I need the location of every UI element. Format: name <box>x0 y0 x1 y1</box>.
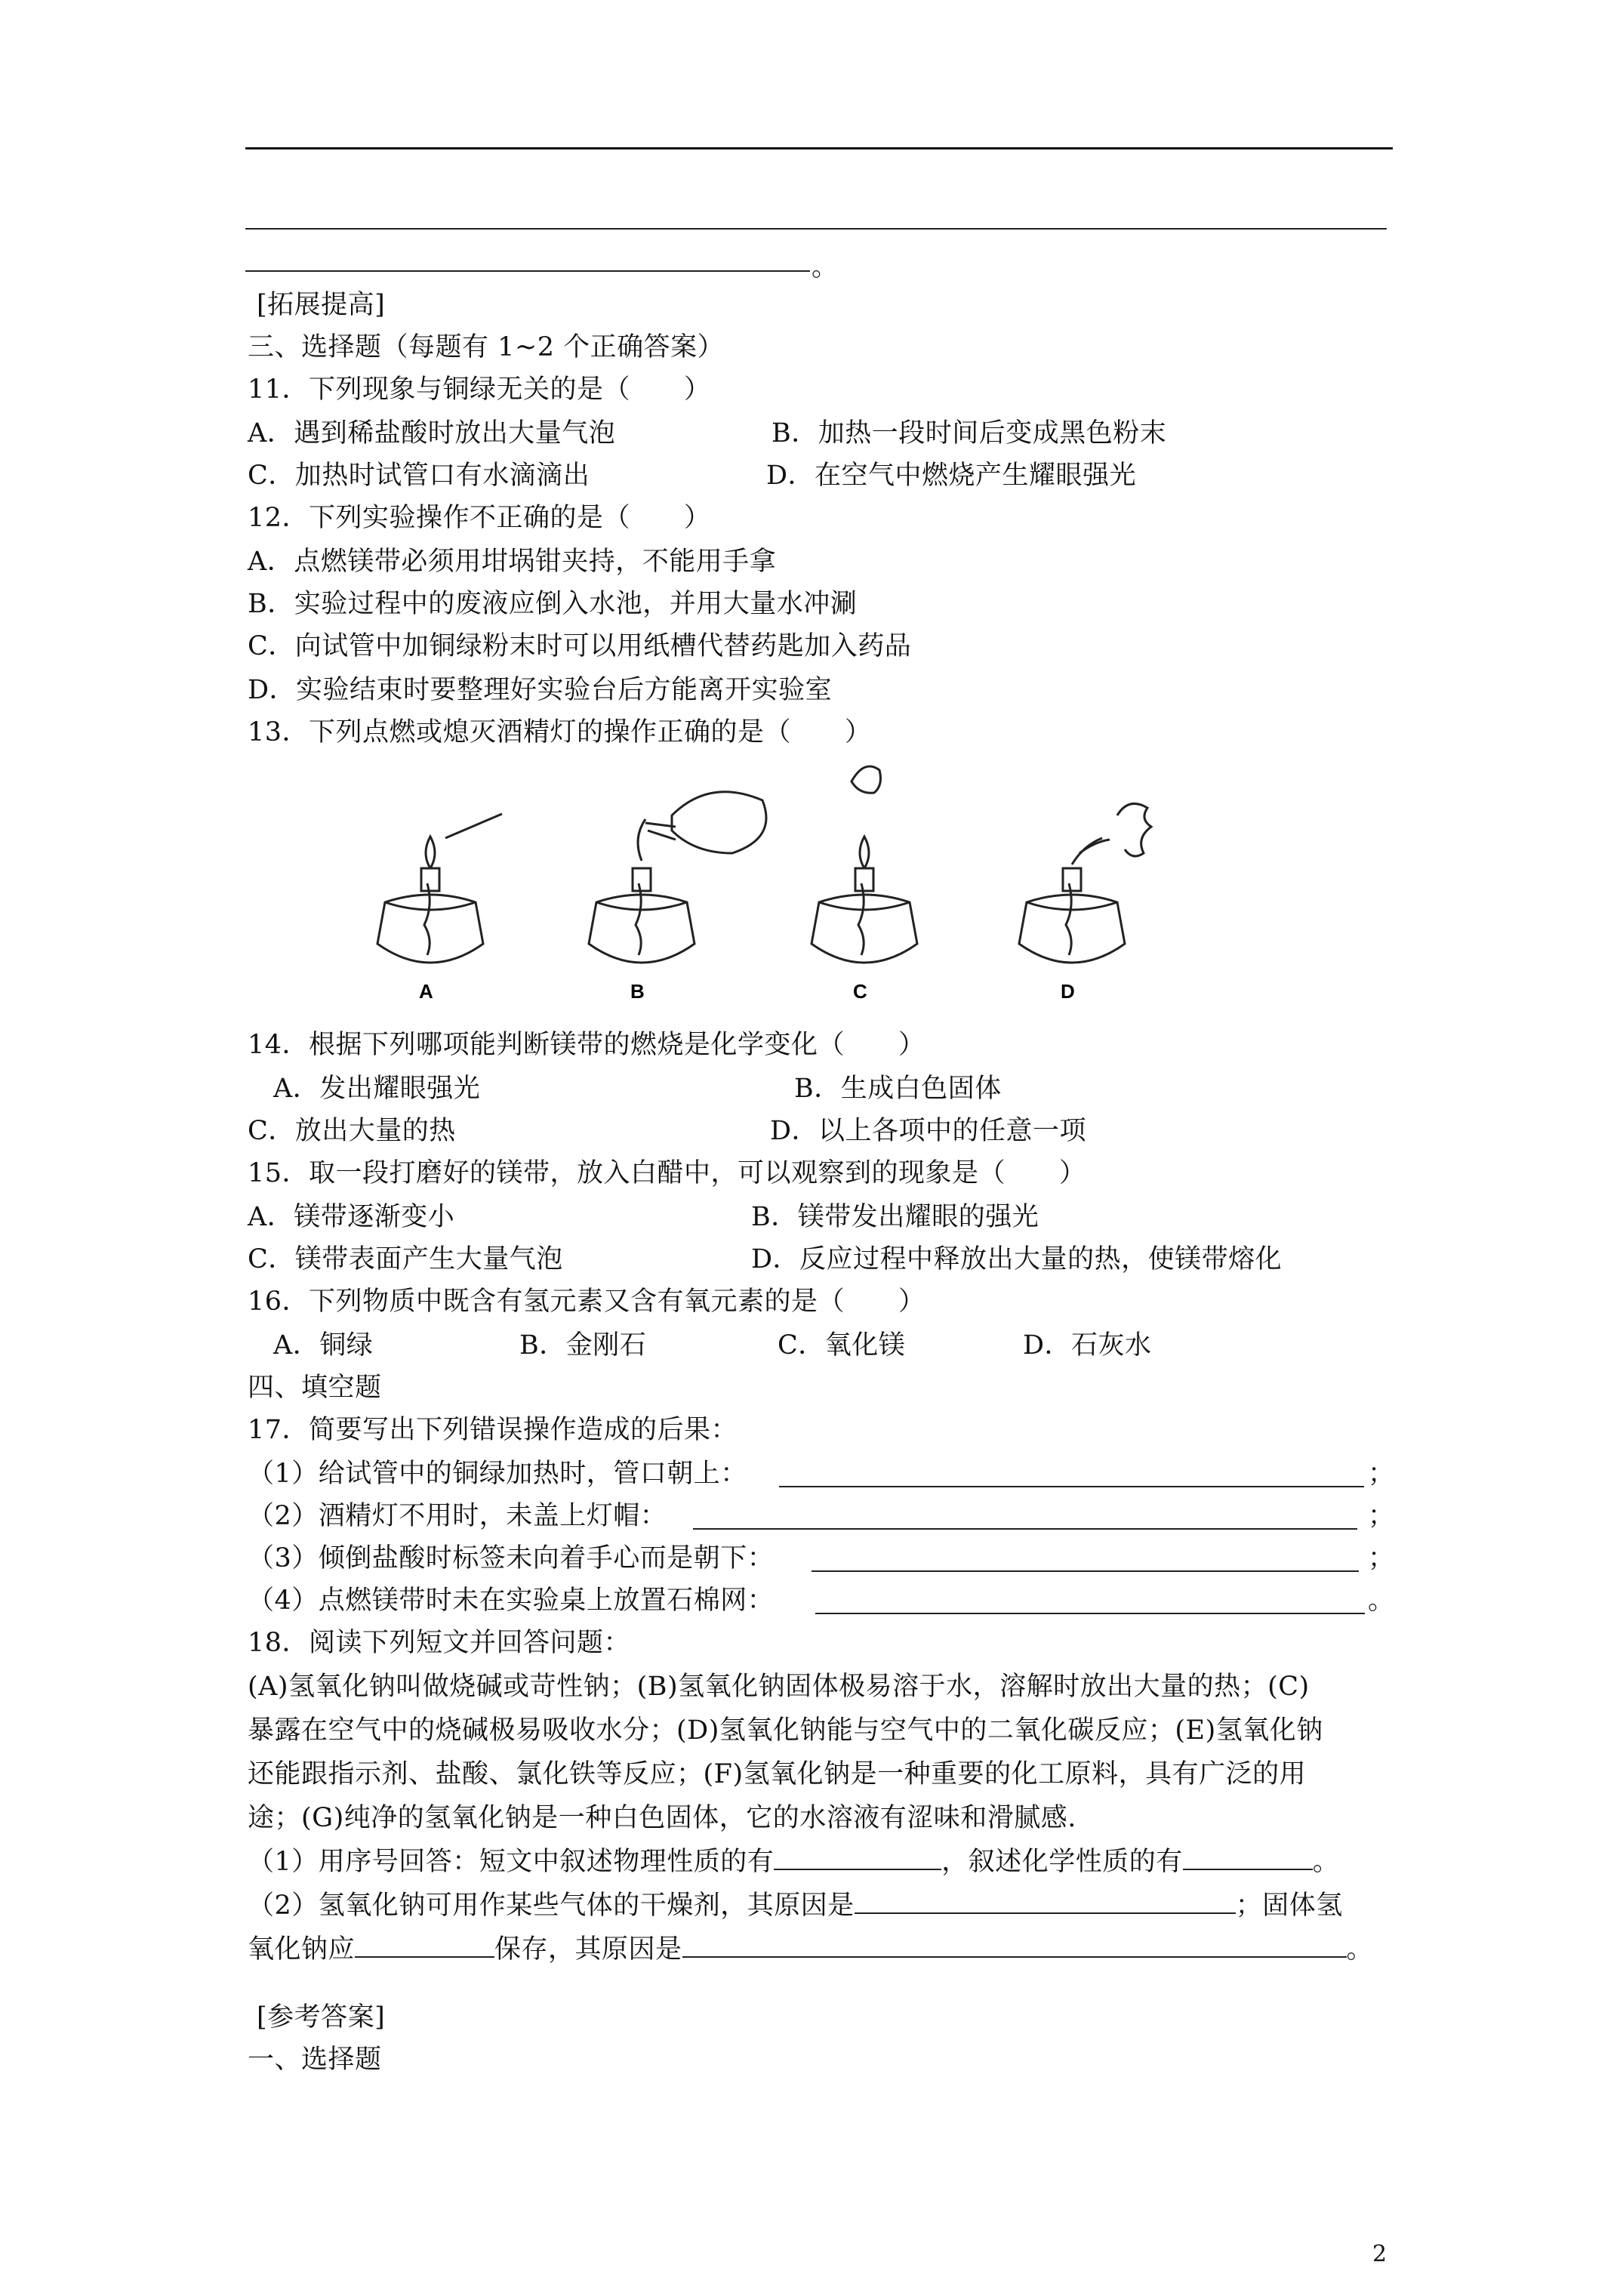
q15-option-a: A．镁带逐渐变小 <box>248 1202 455 1232</box>
line-end-period: 。 <box>812 252 839 282</box>
header-rule <box>245 147 1393 149</box>
section-heading-expand: [拓展提高] <box>257 290 386 320</box>
alcohol-lamp-c-icon <box>812 766 917 963</box>
section-title-choice: 三、选择题（每题有 1~2 个正确答案） <box>248 332 725 362</box>
q16-option-c: C．氧化镁 <box>778 1330 906 1361</box>
q18-sub2-line2 <box>248 1933 1373 1966</box>
q17-part2: （2）酒精灯不用时，未盖上灯帽： <box>248 1501 667 1531</box>
q18-passage-line-3: 还能跟指示剂、盐酸、氯化铁等反应；(F)氢氧化钠是一种重要的化工原料，具有广泛的用 <box>248 1759 1307 1789</box>
q11-option-c: C．加热时试管口有水滴滴出 <box>248 461 590 491</box>
alcohol-lamp-a-icon <box>377 814 502 963</box>
figure-label-a: A <box>419 980 433 1003</box>
q17-blank-2[interactable] <box>693 1528 1357 1530</box>
q11-option-d: D．在空气中燃烧产生耀眼强光 <box>766 461 1137 491</box>
q18-sub2-line1 <box>248 1889 1343 1922</box>
q18-blank-chemical[interactable] <box>1183 1846 1313 1870</box>
figure-label-c: C <box>853 980 867 1003</box>
q16-option-a: A．铜绿 <box>273 1330 374 1361</box>
section-title-fill: 四、填空题 <box>248 1373 382 1403</box>
q15-option-d: D．反应过程中释放出大量的热，使镁带熔化 <box>751 1244 1283 1274</box>
q17-end-3: ； <box>1368 1543 1395 1573</box>
q11-option-b: B．加热一段时间后变成黑色粉末 <box>771 418 1167 448</box>
q12-option-a: A．点燃镁带必须用坩埚钳夹持，不能用手拿 <box>248 547 777 577</box>
q14-option-d: D．以上各项中的任意一项 <box>770 1116 1087 1146</box>
q17-part3: （3）倾倒盐酸时标签未向着手心而是朝下： <box>248 1543 775 1573</box>
q18-passage-line-4: 途；(G)纯净的氢氧化钠是一种白色固体，它的水溶液有涩味和滑腻感. <box>248 1803 1076 1833</box>
alcohol-lamp-figure <box>355 755 1185 1004</box>
q18-sub2-end: 。 <box>1346 1934 1374 1965</box>
q17-part4: （4）点燃镁带时未在实验桌上放置石棉网： <box>248 1586 775 1616</box>
figure-label-b: B <box>630 980 645 1003</box>
q18-sub2-prompt-b: ；固体氢 <box>1235 1891 1343 1921</box>
q13-stem: 13．下列点燃或熄灭酒精灯的操作正确的是（ ） <box>248 717 872 747</box>
q14-option-a: A．发出耀眼强光 <box>273 1074 481 1104</box>
q18-passage-line-2: 暴露在空气中的烧碱极易吸收水分；(D)氢氧化钠能与空气中的二氧化碳反应；(E)氢氧化钠 <box>248 1715 1323 1746</box>
q18-sub2-prompt-a: （2）氢氧化钠可用作某些气体的干燥剂，其原因是 <box>248 1891 855 1921</box>
q18-sub2-prompt-d: 保存，其原因是 <box>494 1934 682 1965</box>
q18-sub1 <box>248 1845 1339 1878</box>
q16-stem: 16．下列物质中既含有氢元素又含有氧元素的是（ ） <box>248 1287 925 1317</box>
q17-blank-1[interactable] <box>779 1486 1364 1487</box>
q14-option-b: B．生成白色固体 <box>794 1074 1002 1104</box>
q18-blank-reason-dry[interactable] <box>855 1890 1236 1914</box>
q17-end-2: ； <box>1368 1501 1395 1531</box>
page-number: 2 <box>1372 2241 1387 2267</box>
q12-option-b: B．实验过程中的废液应倒入水池，并用大量水冲涮 <box>248 589 858 619</box>
q14-stem: 14．根据下列哪项能判断镁带的燃烧是化学变化（ ） <box>248 1030 925 1060</box>
q15-option-c: C．镁带表面产生大量气泡 <box>248 1244 563 1274</box>
q17-end-1: ； <box>1368 1459 1395 1489</box>
alcohol-lamp-d-icon <box>1019 803 1151 963</box>
q16-option-d: D．石灰水 <box>1023 1330 1152 1361</box>
q15-option-b: B．镁带发出耀眼的强光 <box>751 1202 1039 1232</box>
alcohol-lamp-b-icon <box>589 792 766 963</box>
q18-sub1-end: 。 <box>1312 1847 1340 1877</box>
q16-option-b: B．金刚石 <box>519 1330 647 1361</box>
q18-sub2-prompt-c: 氧化钠应 <box>248 1934 356 1965</box>
q17-blank-4[interactable] <box>815 1613 1365 1614</box>
q11-option-a: A．遇到稀盐酸时放出大量气泡 <box>248 418 616 448</box>
q12-stem: 12．下列实验操作不正确的是（ ） <box>248 503 711 533</box>
figure-label-d: D <box>1061 980 1075 1003</box>
q18-blank-physical[interactable] <box>774 1846 941 1870</box>
q17-stem: 17．简要写出下列错误操作造成的后果： <box>248 1415 738 1445</box>
q12-option-d: D．实验结束时要整理好实验台后方能离开实验室 <box>248 675 833 705</box>
q18-blank-reason-storage[interactable] <box>682 1934 1347 1958</box>
q11-stem: 11．下列现象与铜绿无关的是（ ） <box>248 374 711 405</box>
q17-end-4: 。 <box>1368 1586 1395 1616</box>
q18-passage-line-1: (A)氢氧化钠叫做烧碱或苛性钠；(B)氢氧化钠固体极易溶于水，溶解时放出大量的热；(C) <box>248 1672 1310 1702</box>
q18-blank-storage[interactable] <box>355 1934 494 1958</box>
answer-section-choice: 一、选择题 <box>248 2045 382 2075</box>
answer-heading: [参考答案] <box>257 2002 386 2032</box>
q18-stem: 18．阅读下列短文并回答问题： <box>248 1628 631 1658</box>
q14-option-c: C．放出大量的热 <box>248 1116 456 1146</box>
q18-sub1-prompt-b: ，叙述化学性质的有 <box>941 1847 1183 1877</box>
q15-stem: 15．取一段打磨好的镁带，放入白醋中，可以观察到的现象是（ ） <box>248 1158 1086 1188</box>
q17-blank-3[interactable] <box>812 1570 1359 1572</box>
q17-part1: （1）给试管中的铜绿加热时，管口朝上： <box>248 1459 747 1489</box>
q12-option-c: C．向试管中加铜绿粉末时可以用纸槽代替药匙加入药品 <box>248 631 912 661</box>
answer-line <box>245 228 1387 230</box>
q18-sub1-prompt-a: （1）用序号回答：短文中叙述物理性质的有 <box>248 1847 775 1877</box>
answer-line <box>245 270 810 272</box>
